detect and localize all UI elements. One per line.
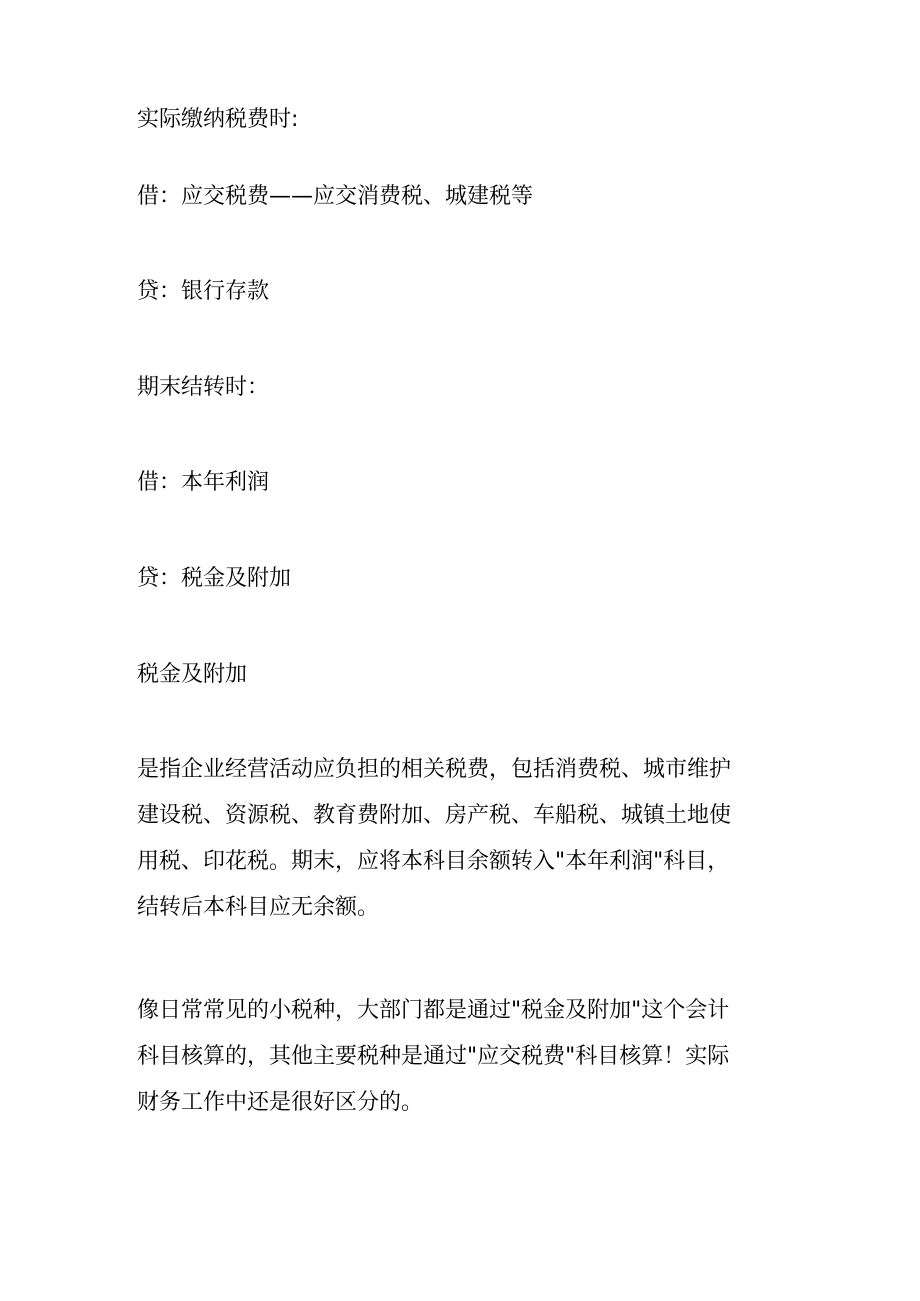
entry-credit-bank-deposit: 贷：银行存款 <box>137 279 270 304</box>
paragraph-line: 建设税、资源税、教育费附加、房产税、车船税、城镇土地使 <box>137 803 732 828</box>
paragraph-line: 像日常常见的小税种，大部门都是通过"税金及附加"这个会计 <box>137 998 730 1023</box>
heading-actual-payment: 实际缴纳税费时: <box>137 107 299 132</box>
explanation-paragraph <box>137 988 777 1126</box>
entry-credit-taxes-and-surcharges: 贷：税金及附加 <box>137 566 292 591</box>
definition-paragraph <box>137 747 777 931</box>
paragraph-line: 结转后本科目应无余额。 <box>137 895 380 920</box>
entry-debit-tax-payable: 借：应交税费——应交消费税、城建税等 <box>137 184 534 209</box>
heading-period-end-transfer: 期末结转时： <box>137 375 270 400</box>
section-title-taxes-and-surcharges: 税金及附加 <box>137 662 248 687</box>
paragraph-line: 财务工作中还是很好区分的。 <box>137 1090 424 1115</box>
paragraph-line: 是指企业经营活动应负担的相关税费，包括消费税、城市维护 <box>137 757 732 782</box>
entry-debit-current-year-profit: 借：本年利润 <box>137 470 270 495</box>
paragraph-line: 用税、印花税。期末，应将本科目余额转入"本年利润"科目， <box>137 849 730 874</box>
paragraph-line: 科目核算的，其他主要税种是通过"应交税费"科目核算！实际 <box>137 1044 730 1069</box>
